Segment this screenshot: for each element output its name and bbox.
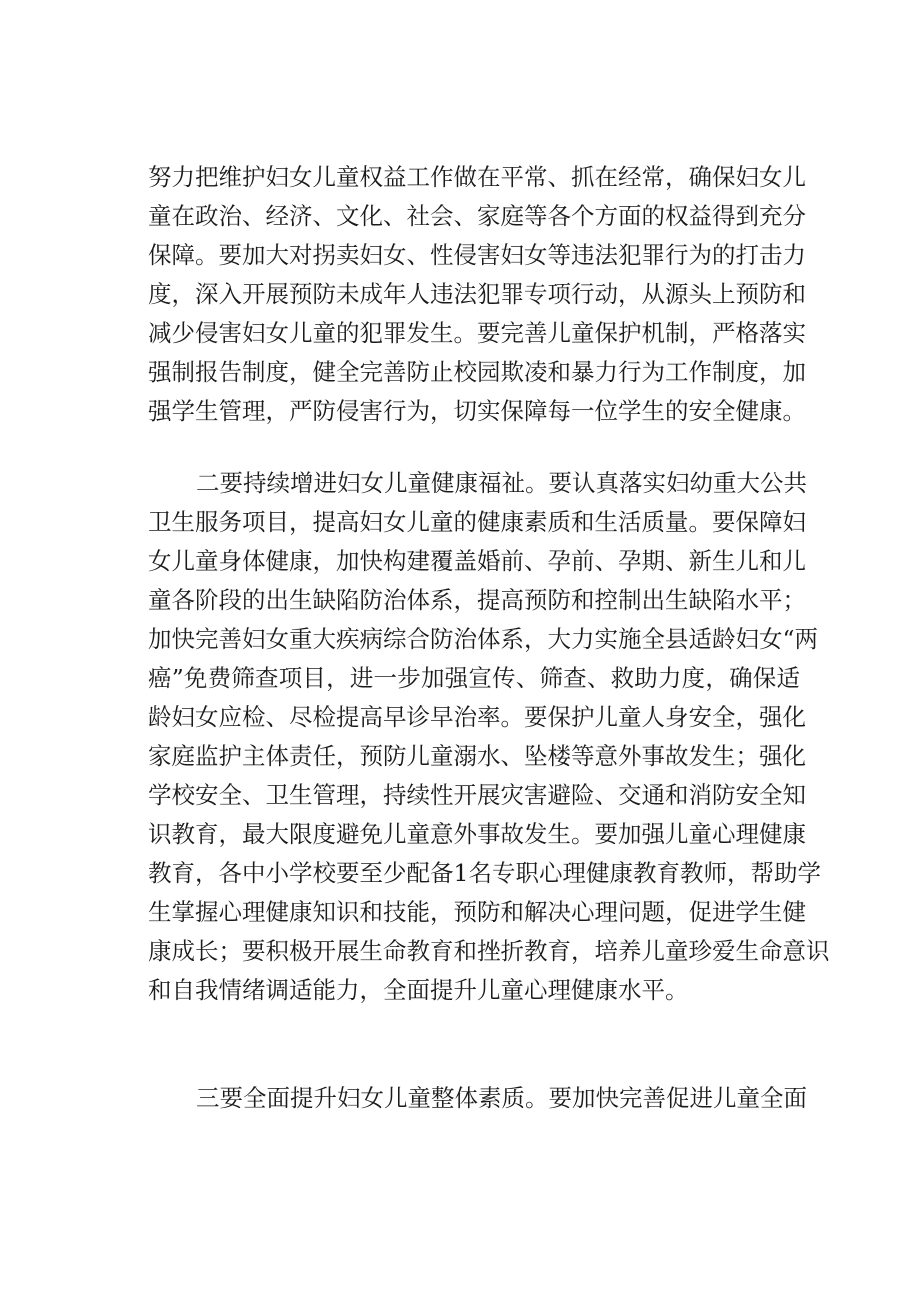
text-line: 癌”免费筛查项目，进一步加强宣传、筛查、救助力度，确保适 (148, 664, 800, 692)
text-line: 加快完善妇女重大疾病综合防治体系，大力实施全县适龄妇女“两 (148, 625, 819, 653)
text-line: 女儿童身体健康，加快构建覆盖婚前、孕前、孕期、新生儿和儿 (148, 547, 806, 575)
text-line: 度，深入开展预防未成年人违法犯罪专项行动，从源头上预防和 (148, 280, 806, 308)
text-line: 生掌握心理健康知识和技能，预防和解决心理问题，促进学生健 (148, 898, 806, 926)
text-line: 康成长；要积极开展生命教育和挫折教育，培养儿童珍爱生命意识 (148, 937, 830, 965)
text-line: 卫生服务项目，提高妇女儿童的健康素质和生活质量。要保障妇 (148, 508, 806, 536)
text-line: 童各阶段的出生缺陷防治体系，提高预防和控制出生缺陷水平； (148, 586, 806, 614)
text-line: 强学生管理，严防侵害行为，切实保障每一位学生的安全健康。 (148, 397, 806, 425)
text-line: 二要持续增进妇女儿童健康福祉。要认真落实妇幼重大公共 (196, 469, 807, 497)
text-line: 强制报告制度，健全完善防止校园欺凌和暴力行为工作制度，加 (148, 358, 806, 386)
paragraph-health (148, 464, 830, 1010)
text-line: 和自我情绪调适能力，全面提升儿童心理健康水平。 (148, 976, 689, 1004)
text-line: 学校安全、卫生管理，持续性开展灾害避险、交通和消防安全知 (148, 781, 806, 809)
paragraph-quality (148, 1079, 807, 1118)
text-line: 龄妇女应检、尽检提高早诊早治率。要保护儿童人身安全，强化 (148, 703, 806, 731)
text-line: 减少侵害妇女儿童的犯罪发生。要完善儿童保护机制，严格落实 (148, 319, 806, 347)
text-line: 努力把维护妇女儿童权益工作做在平常、抓在经常，确保妇女儿 (148, 163, 806, 191)
text-line: 家庭监护主体责任，预防儿童溺水、坠楼等意外事故发生；强化 (148, 742, 806, 770)
paragraph-protection (148, 158, 806, 431)
text-line: 识教育，最大限度避免儿童意外事故发生。要加强儿童心理健康 (148, 820, 806, 848)
text-line: 教育，各中小学校要至少配备1名专职心理健康教育教师，帮助学 (148, 859, 821, 887)
text-line: 童在政治、经济、文化、社会、家庭等各个方面的权益得到充分 (148, 202, 806, 230)
text-line: 三要全面提升妇女儿童整体素质。要加快完善促进儿童全面 (196, 1084, 807, 1112)
text-line: 保障。要加大对拐卖妇女、性侵害妇女等违法犯罪行为的打击力 (148, 241, 806, 269)
